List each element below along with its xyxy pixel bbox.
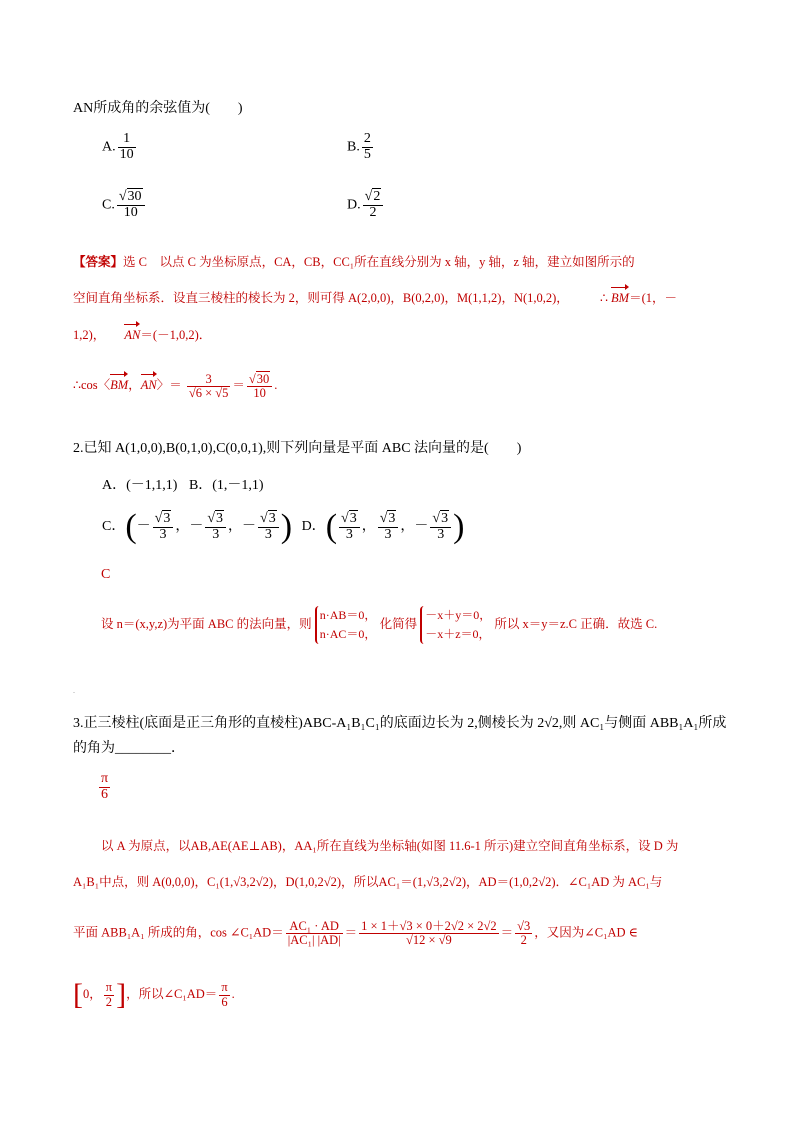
q1-cos-result: ∴cos〈BM，AN〉＝ $\frac{3}{√6 \times √5}$ ＝ $\frac{√30}{10}$ .	[73, 371, 278, 400]
option-d-label: D.	[347, 197, 361, 213]
q1-option-b	[347, 132, 375, 162]
q2-option-a: A．(－1,1,1)	[102, 478, 178, 493]
q2-option-b: B．(1,－1,1)	[188, 478, 264, 493]
q2-option-d: D．	[301, 519, 326, 535]
q3-solution-line1: 以 A 为原点，以AB,AE(AE⊥AB)，AA₁所在直线为坐标轴(如图 11.6-1 所示)建立空间直角坐标系，设 D 为	[101, 839, 679, 853]
q1-option-c	[102, 190, 147, 220]
q3-solution-line4: [0， $\frac{\pi}{2}$ ]，所以∠C₁AD＝ $\frac{\pi}{6}$ .	[73, 978, 235, 1011]
q3-solution-line3: 平面 ABB₁A₁ 所成的角，cos ∠C₁AD＝ $\frac{\text{AC₁ · AD}}{\text{|AC₁| |AD|}}$ ＝ $\frac{1 \times 1+√3 \times 0+2√2 \times 2√2}{√12 \times √9}$ ＝ $\frac{√3}{2}$ ，又因为∠C₁AD ∈	[73, 919, 638, 948]
option-a-label: A.	[102, 139, 116, 155]
q1-answer-line3: 1,2)， AN＝(－1,0,2)．	[73, 322, 211, 343]
q1-answer-line2: 空间直角坐标系．设直三棱柱的棱长为 2，则可得 A(2,0,0)，B(0,2,0)，M(1,1,2)，N(1,0,2)， ∴ BM＝(1，－	[73, 285, 677, 306]
q2-stem: 2.已知 A(1,0,0),B(0,1,0),C(0,0,1),则下列向量是平面 ABC 法向量的是( )	[73, 441, 522, 456]
q1-stem: AN所成角的余弦值为( )	[73, 101, 243, 116]
q1-option-d	[347, 190, 385, 220]
vector-an: AN	[124, 322, 140, 343]
q3-stem-line2: 的角为________．	[73, 741, 185, 756]
q2-solution: 设 n＝(x,y,z)为平面 ABC 的法向量，则 n·AB＝0， n·AC＝0， 化简得 －x＋y＝0， －x＋z＝0， 所以 x＝y＝z.C 正确．故选 C.	[101, 606, 657, 644]
q3-answer: $\frac{\pi}{6}$	[101, 771, 109, 802]
fraction: $\frac{√30}{10}$	[247, 373, 272, 400]
fraction: $\frac{√2}{2}$	[363, 190, 384, 220]
vector-bm: BM	[611, 285, 629, 306]
q2-option-c: C．	[102, 519, 126, 535]
q2-answer: C	[101, 567, 111, 582]
fraction: $\frac{3}{√6 \times √5}$	[188, 371, 229, 400]
q1-option-a	[102, 132, 138, 162]
fraction: $\frac{2}{5}$	[363, 131, 371, 162]
option-c-label: C.	[102, 197, 115, 213]
fraction: $\frac{√30}{10}$	[117, 190, 145, 220]
q2-options-ab	[102, 474, 264, 494]
q3-solution-line2: A₁B₁中点，则 A(0,0,0)，C₁(1,√3,2√2)，D(1,0,2√2)，所以AC₁＝(1,√3,2√2)，AD＝(1,0,2√2)．∠C₁AD 为 AC₁与	[73, 875, 663, 889]
option-b-label: B.	[347, 139, 360, 155]
q3-stem-line1: 3.正三棱柱(底面是正三角形的直棱柱)ABC-A₁B₁C₁的底面边长为 2,侧棱长为 2√2,则 AC₁与侧面 ABB₁A₁所成	[73, 716, 727, 731]
answer-tag: 【答案】	[73, 255, 124, 269]
fraction: $\frac{1}{10}$	[119, 131, 134, 162]
stray-dot: .	[73, 686, 75, 695]
q1-answer-line1: 【答案】选 C 以点 C 为坐标原点，CA，CB，CC₁所在直线分别为 x 轴，y 轴，z 轴，建立如图所示的	[73, 255, 635, 269]
q2-options-cd: C．(－ $\frac{√3}{3}$ ，－ $\frac{√3}{3}$ ，－ $\frac{√3}{3}$ ) D．( $\frac{√3}{3}$ ， $\frac{√3}{3}$ ，－ $\frac{√3}{3}$ )	[102, 508, 465, 545]
